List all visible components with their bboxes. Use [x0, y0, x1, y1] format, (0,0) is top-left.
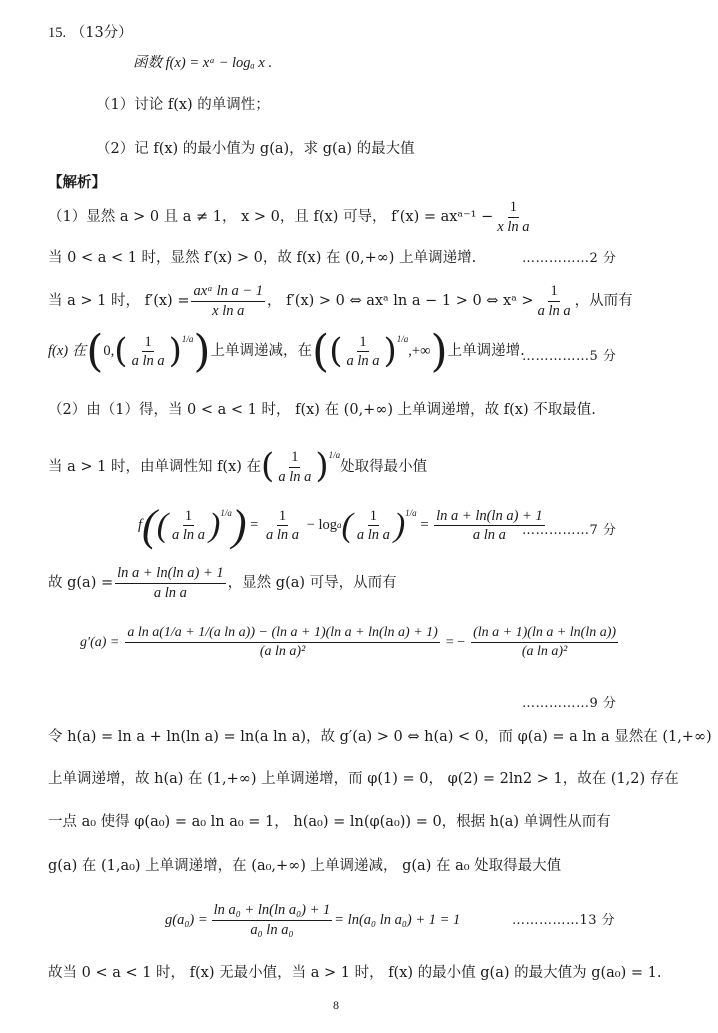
solution-line-4: f(x) 在 ( 0, ( $\frac{1}{\text{a ln a}}$ ) $^{1/a}$ ) 上单调递减，在 ( ( $\frac{1}{\text{a ln a}}$ ) $^{1/a}$ ,+∞ ) 上单调递增. — [48, 326, 525, 377]
max-value-fraction — [212, 903, 333, 937]
fraction-denominator: a ln a — [153, 584, 187, 601]
interval-fraction-1: $\frac{1}{\text{a ln a}}$ — [131, 333, 165, 370]
line-3-fraction-2 — [536, 284, 573, 318]
line-4-text-c: 上单调递增. — [447, 343, 525, 360]
score-mark-7: ……………7 分 — [522, 523, 617, 538]
interval-fraction-2: $\frac{1}{\text{a ln a}}$ — [346, 333, 380, 370]
line-6-text-b: 处取得最小值 — [340, 458, 428, 475]
question-2: （2）记 f(x) 的最小值为 g(a)，求 g(a) 的最大值 — [96, 141, 415, 157]
line-8-text-a: 故 g(a) = — [48, 574, 114, 591]
line-6-text-a: 当 a > 1 时，由单调性知 f(x) 在 — [48, 458, 262, 475]
problem-number: 15. — [48, 25, 67, 41]
solution-conclusion: 故当 0 < a < 1 时， f(x) 无最小值，当 a > 1 时， f(x) 的最小值 g(a) 的最大值为 g(a₀) = 1. — [48, 965, 662, 981]
line-8-text-b: ，显然 g(a) 可导，从而有 — [227, 574, 397, 591]
fraction-numerator: ln a + ln(ln a) + 1 — [115, 566, 226, 584]
fraction-numerator: ln a₀ + ln(ln a₀) + 1 — [212, 903, 333, 921]
fraction-numerator: axᵃ ln a − 1 — [191, 284, 265, 302]
left-paren-medium: ( — [114, 331, 128, 371]
line-4-text-a: f(x) 在 — [48, 343, 87, 360]
left-paren-large: ( — [86, 326, 104, 377]
problem-score: （13分） — [70, 25, 133, 41]
solution-line-12: 上单调递增，故 h(a) 在 (1,+∞) 上单调递增，而 φ(1) = 0， φ(2) = 2ln2 > 1，故在 (1,2) 存在 — [48, 771, 679, 787]
fraction-denominator: x ln a — [212, 302, 245, 319]
derivative-lhs: g′(a) = — [80, 634, 120, 650]
line-4-text-b: 上单调递减，在 — [210, 343, 313, 360]
derivative-fraction-1 — [125, 626, 439, 659]
question-1: （1）讨论 f(x) 的单调性； — [96, 97, 270, 113]
fraction-numerator: 1 — [548, 284, 559, 302]
page-number: 8 — [333, 998, 339, 1012]
score-mark-13: ……………13 分 — [512, 913, 616, 928]
line-1-text: （1）显然 a > 0 且 a ≠ 1， x > 0，且 f(x) 可导， f′(x) = axᵃ⁻¹ − — [48, 208, 494, 225]
fraction-numerator: ln a + ln(ln a) + 1 — [434, 509, 545, 527]
fraction-denominator: a₀ ln a₀ — [250, 921, 294, 938]
solution-line-15 — [165, 903, 460, 937]
fraction-denominator: x ln a — [497, 218, 530, 235]
line-3-text-a: 当 a > 1 时， f′(x) = — [48, 292, 190, 309]
solution-line-7: f ( ( $\frac{1}{\text{a ln a}}$ ) $^{1/a}$ ) = $\frac{1}{\text{a ln a}}$ − log a ( $\frac{1}{\text{a ln a}}$ ) $^{1/a}$ = $\frac{\text{ln a + ln(ln a) + 1}}{\text{a ln a}}$ — [138, 501, 543, 550]
fraction-denominator: a ln a — [537, 302, 571, 319]
right-paren-large: ) — [193, 326, 211, 377]
problem-header — [48, 26, 133, 41]
solution-line-5: （2）由（1）得，当 0 < a < 1 时， f(x) 在 (0,+∞) 上单调递增，故 f(x) 不取最值. — [48, 402, 596, 418]
right-paren-medium: ) — [168, 331, 182, 371]
line-3-text-b: ， f′(x) > 0 ⇔ axᵃ ln a − 1 > 0 ⇔ xᵃ > — [267, 292, 534, 309]
derivative-fraction-2 — [471, 626, 618, 659]
solution-line-11: 令 h(a) = ln a + ln(ln a) = ln(a ln a)，故 g′(a) > 0 ⇔ h(a) < 0，而 φ(a) = a ln a 显然在 (1,+∞) — [48, 729, 712, 745]
score-mark-2: ……………2 分 — [522, 251, 617, 266]
max-value-lhs: g(a₀) = — [165, 911, 208, 928]
line-8-fraction — [115, 566, 226, 600]
solution-line-8 — [48, 566, 397, 600]
score-mark-9: ……………9 分 — [522, 696, 617, 711]
fraction-numerator: a ln a(1/a + 1/(a ln a)) − (ln a + 1)(ln a + ln(ln a) + 1) — [125, 626, 439, 643]
line-1-fraction — [495, 200, 531, 234]
problem-intro: 函数 f(x) = xᵃ − logₐ x . — [133, 55, 273, 71]
solution-line-3 — [48, 284, 633, 318]
fraction-denominator: (a ln a)² — [521, 644, 568, 659]
solution-line-14: g(a) 在 (1,a₀) 上单调递增，在 (a₀,+∞) 上单调递减， g(a) 在 a₀ 处取得最大值 — [48, 858, 562, 874]
line-3-text-c: ，从而有 — [574, 292, 633, 309]
solution-line-13: 一点 a₀ 使得 φ(a₀) = a₀ ln a₀ = 1， h(a₀) = ln(φ(a₀)) = 0，根据 h(a) 单调性从而有 — [48, 814, 611, 830]
solution-line-2: 当 0 < a < 1 时，显然 f′(x) > 0，故 f(x) 在 (0,+∞) 上单调递增. — [48, 250, 477, 266]
line-6-fraction: $\frac{1}{\text{a ln a}}$ — [278, 449, 312, 485]
score-mark-5: ……………5 分 — [522, 349, 617, 364]
fraction-denominator: a ln a — [472, 527, 506, 544]
max-value-rhs: = ln(a₀ ln a₀) + 1 = 1 — [334, 911, 461, 928]
fraction-numerator: 1 — [508, 200, 519, 218]
solution-title: 【解析】 — [48, 174, 106, 191]
line-3-fraction-1 — [191, 284, 265, 318]
solution-line-9 — [80, 626, 620, 659]
fraction-numerator: (ln a + 1)(ln a + ln(ln a)) — [471, 626, 618, 643]
derivative-equals: = − — [445, 634, 466, 650]
solution-line-1 — [48, 200, 533, 234]
fraction-denominator: (a ln a)² — [259, 644, 306, 659]
solution-line-6: 当 a > 1 时，由单调性知 f(x) 在 ( $\frac{1}{\text{a ln a}}$ ) $^{1/a}$ 处取得最小值 — [48, 446, 428, 487]
